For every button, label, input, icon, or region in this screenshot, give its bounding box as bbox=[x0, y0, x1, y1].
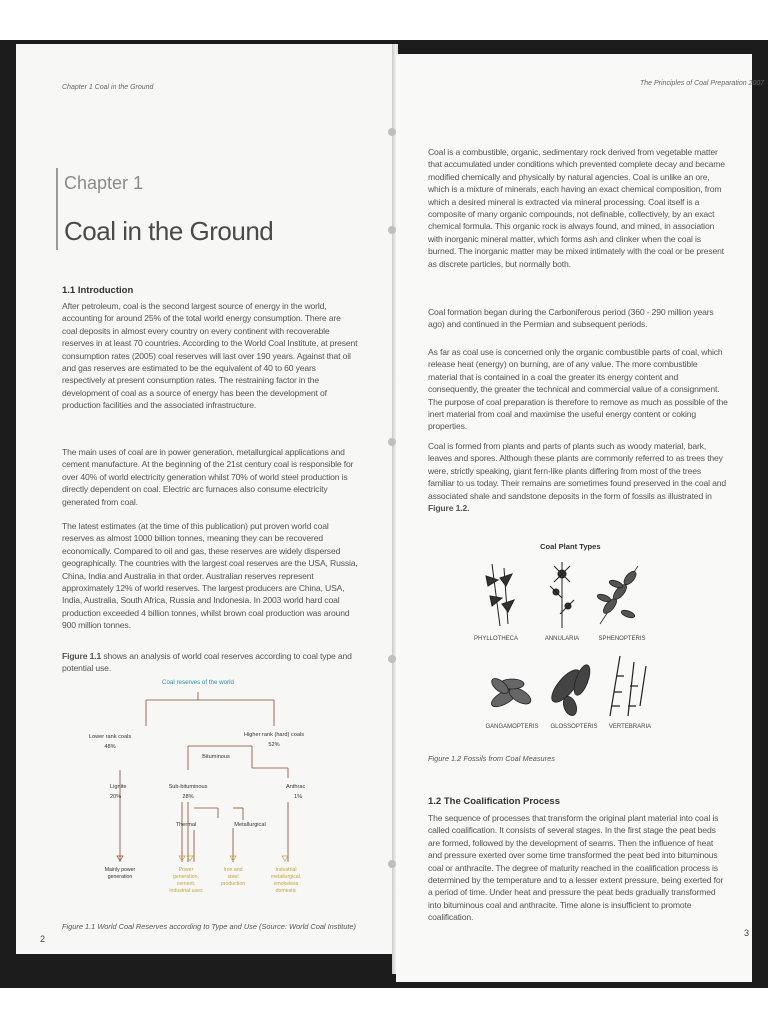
use-power-cement-line-4: industrial uses bbox=[169, 888, 203, 894]
higher-rank-percent: 52% bbox=[268, 742, 280, 748]
left-page-number: 2 bbox=[40, 934, 46, 944]
figure-1-2-caption: Figure 1.2 Fossils from Coal Measures bbox=[428, 754, 555, 763]
coal-fossil-paragraph bbox=[428, 440, 728, 514]
coal-reserves-diagram bbox=[78, 670, 368, 900]
thermal-label: Thermal bbox=[175, 822, 197, 828]
lignite-percent: 20% bbox=[110, 794, 122, 800]
binding-hole bbox=[388, 226, 396, 234]
section-heading-coalification: 1.2 The Coalification Process bbox=[428, 796, 560, 807]
plant-label-phyllotheca: PHYLLOTHECA bbox=[473, 636, 519, 642]
phyllotheca-illustration bbox=[486, 564, 514, 626]
use-industrial-line-1: Industrial bbox=[275, 867, 297, 873]
figure-1-2-title: Coal Plant Types bbox=[540, 542, 601, 551]
binding-hole bbox=[388, 860, 396, 868]
use-industrial-line-3: smokeless bbox=[273, 881, 299, 887]
intro-paragraph-2: The main uses of coal are in power generation, metallurgical applications and cement manufacture. At the beginning of the 21st century coal is responsible for over 40% of world electricity generation whilst 70% of world steel production is directly dependent on coal. Electric arc furnaces also consume electricity generated from coal. bbox=[62, 447, 354, 507]
coal-use-paragraph: As far as coal use is concerned only the organic combustible parts of coal, which release heat (energy) on burning, are of any value. The more combustible material that is contained in a coal the greater its energy content and consequently, the greater the technical and commercial value of a consignment. The purpose of coal preparation is therefore to remove as much as possible of the inert material from coal and maximise the useful energy content or coking properties. bbox=[428, 347, 728, 432]
lower-rank-percent: 48% bbox=[104, 744, 116, 750]
use-power-cement-line-2: generation, bbox=[173, 874, 199, 880]
higher-rank-label: Higher rank (hard) coals bbox=[243, 732, 305, 738]
coal-fossil-text: Coal is formed from plants and parts of plants such as woody material, bark, leaves and spores. Although these plants are commonly referred to as trees they were, strictly speaking, giant fern-like plants differing from most of the trees familiar to us today. Their remains are sometimes found preserved in the coal and associated shale and sandstone deposits in the form of fossils as illustrated in bbox=[428, 441, 727, 501]
plant-label-annularia: ANNULARIA bbox=[544, 636, 580, 642]
glossopteris-illustration bbox=[547, 663, 593, 718]
use-arrows bbox=[117, 856, 288, 861]
plant-label-gangamopteris: GANGAMOPTERIS bbox=[485, 724, 539, 730]
vertebraria-illustration bbox=[610, 656, 646, 716]
subbituminous-percent: 28% bbox=[182, 794, 194, 800]
plant-label-glossopteris: GLOSSOPTERIS bbox=[550, 724, 598, 730]
use-power-cement-line-1: Power bbox=[178, 867, 194, 873]
chapter-number: Chapter 1 bbox=[64, 173, 144, 193]
anthracite-percent: 1% bbox=[294, 794, 303, 800]
use-power-line-1: Mainly power bbox=[104, 867, 136, 873]
intro-paragraph-1: After petroleum, coal is the second largest source of energy in the world, accounting for around 25% of the total world energy consumption. There are coal deposits in almost every country on every continent with recoverable reserves in at least 70 countries. According to the World Coal Institute, at present consumption rates (2005) coal reserves will last over 190 years. Against that oil and gas reserves are estimated to be the equivalent of 40 to 60 years respectively at present consumption rates. The restraining factor in the development of coal as a source of energy has been the development of production facilities and the associated infrastructure. bbox=[62, 301, 358, 411]
anthracite-label: Anthrac bbox=[286, 784, 306, 790]
metallurgical-label: Metallurgical bbox=[234, 822, 266, 828]
use-iron-line-3: production bbox=[220, 881, 246, 887]
binding-hole bbox=[388, 128, 396, 136]
figure-1-1-caption: Figure 1.1 World Coal Reserves according to Type and Use (Source: World Coal Institute) bbox=[62, 922, 356, 931]
figure-1-1-intro-text: shows an analysis of world coal reserves according to coal type and potential use. bbox=[62, 651, 352, 674]
gangamopteris-illustration bbox=[489, 676, 534, 710]
binding-hole bbox=[388, 655, 396, 663]
chapter-title: Coal in the Ground bbox=[64, 216, 274, 246]
binding-hole bbox=[388, 438, 396, 446]
coal-formation-paragraph: Coal formation began during the Carboniferous period (360 - 290 million years ago) and continued in the Permian and subsequent periods. bbox=[428, 307, 714, 330]
bituminous-label: Bituminous bbox=[202, 754, 230, 760]
figure-1-2-ref: Figure 1.2. bbox=[428, 503, 470, 514]
coal-definition-paragraph: Coal is a combustible, organic, sedimentary rock derived from vegetable matter that accumulated under conditions which prevented complete decay and became modified chemically and physically by natural agencies. Coal is unlike an ore, which is a mixture of minerals, each having an exact chemical composition, from which a desired mineral is extracted via mineral processing. Coal itself is a composite of many organic compounds, not definable, collectively, by an exact chemical formula. This organic rock is always found, and mined, in association with inorganic mineral matter, which forms ash and clinker when the coal is burned. The inorganic matter may be mixed intimately with the coal or be present as discrete particles, but normally both. bbox=[428, 147, 725, 269]
plant-label-vertebraria: VERTEBRARIA bbox=[608, 724, 652, 730]
coal-plant-types-figure bbox=[470, 556, 670, 742]
subbituminous-label: Sub-bituminous bbox=[168, 784, 208, 790]
use-iron-line-1: Iron and bbox=[223, 867, 243, 873]
chapter-accent-bar bbox=[56, 168, 58, 250]
right-running-head: The Principles of Coal Preparation 2007 bbox=[640, 80, 765, 87]
use-iron-line-2: steel bbox=[227, 874, 239, 880]
intro-paragraph-3: The latest estimates (at the time of this publication) put proven world coal reserves as almost 1000 billion tonnes, meaning they can be recovered economically. Compared to oil and gas, these reserves are widely dispersed geographically. The countries with the largest coal reserves are the USA, Russia, China, India and Australia in that order. Australian reserves represent approximately 12% of world reserves. The largest producers are China, USA, India, Australia, South Africa, Russia and Indonesia. In 2003 world hard coal production exceeded 4 billion tonnes, whilst brown coal production was around 900 million tonnes. bbox=[62, 521, 358, 631]
use-power-cement-line-3: cement, bbox=[176, 881, 196, 887]
annularia-illustration bbox=[550, 562, 574, 628]
diagram-root-label: Coal reserves of the world bbox=[162, 679, 234, 686]
use-industrial-line-2: metallurgical, bbox=[270, 874, 302, 880]
lower-rank-label: Lower rank coals bbox=[88, 734, 132, 740]
sphenopteris-illustration bbox=[596, 566, 638, 624]
left-running-head: Chapter 1 Coal in the Ground bbox=[62, 84, 154, 91]
right-page-number: 3 bbox=[744, 928, 750, 938]
coalification-paragraph: The sequence of processes that transform the original plant material into coal is called coalification. It consists of several stages. In the first stage the peat beds are formed, followed by the development of seams. Then the influence of heat and pressure exerted over some time transformed the peat bed into bituminous coal or anthracite. The degree of maturity reached in the coalification process is determined by the temperature and to a lesser extent pressure, being exerted for a period of time. Under heat and pressure the peat beds gradually transformed into bituminous coal and anthracite. Time alone is insufficient to promote coalification. bbox=[428, 813, 724, 923]
plant-label-sphenopteris: SPHENOPTERIS bbox=[598, 636, 646, 642]
lignite-label: Lignite bbox=[110, 784, 127, 790]
figure-1-1-ref: Figure 1.1 bbox=[62, 651, 102, 661]
use-power-line-2: generation bbox=[107, 874, 133, 880]
section-heading-introduction: 1.1 Introduction bbox=[62, 285, 134, 296]
use-industrial-line-4: domestic bbox=[275, 888, 297, 894]
diagram-connectors bbox=[120, 692, 288, 862]
